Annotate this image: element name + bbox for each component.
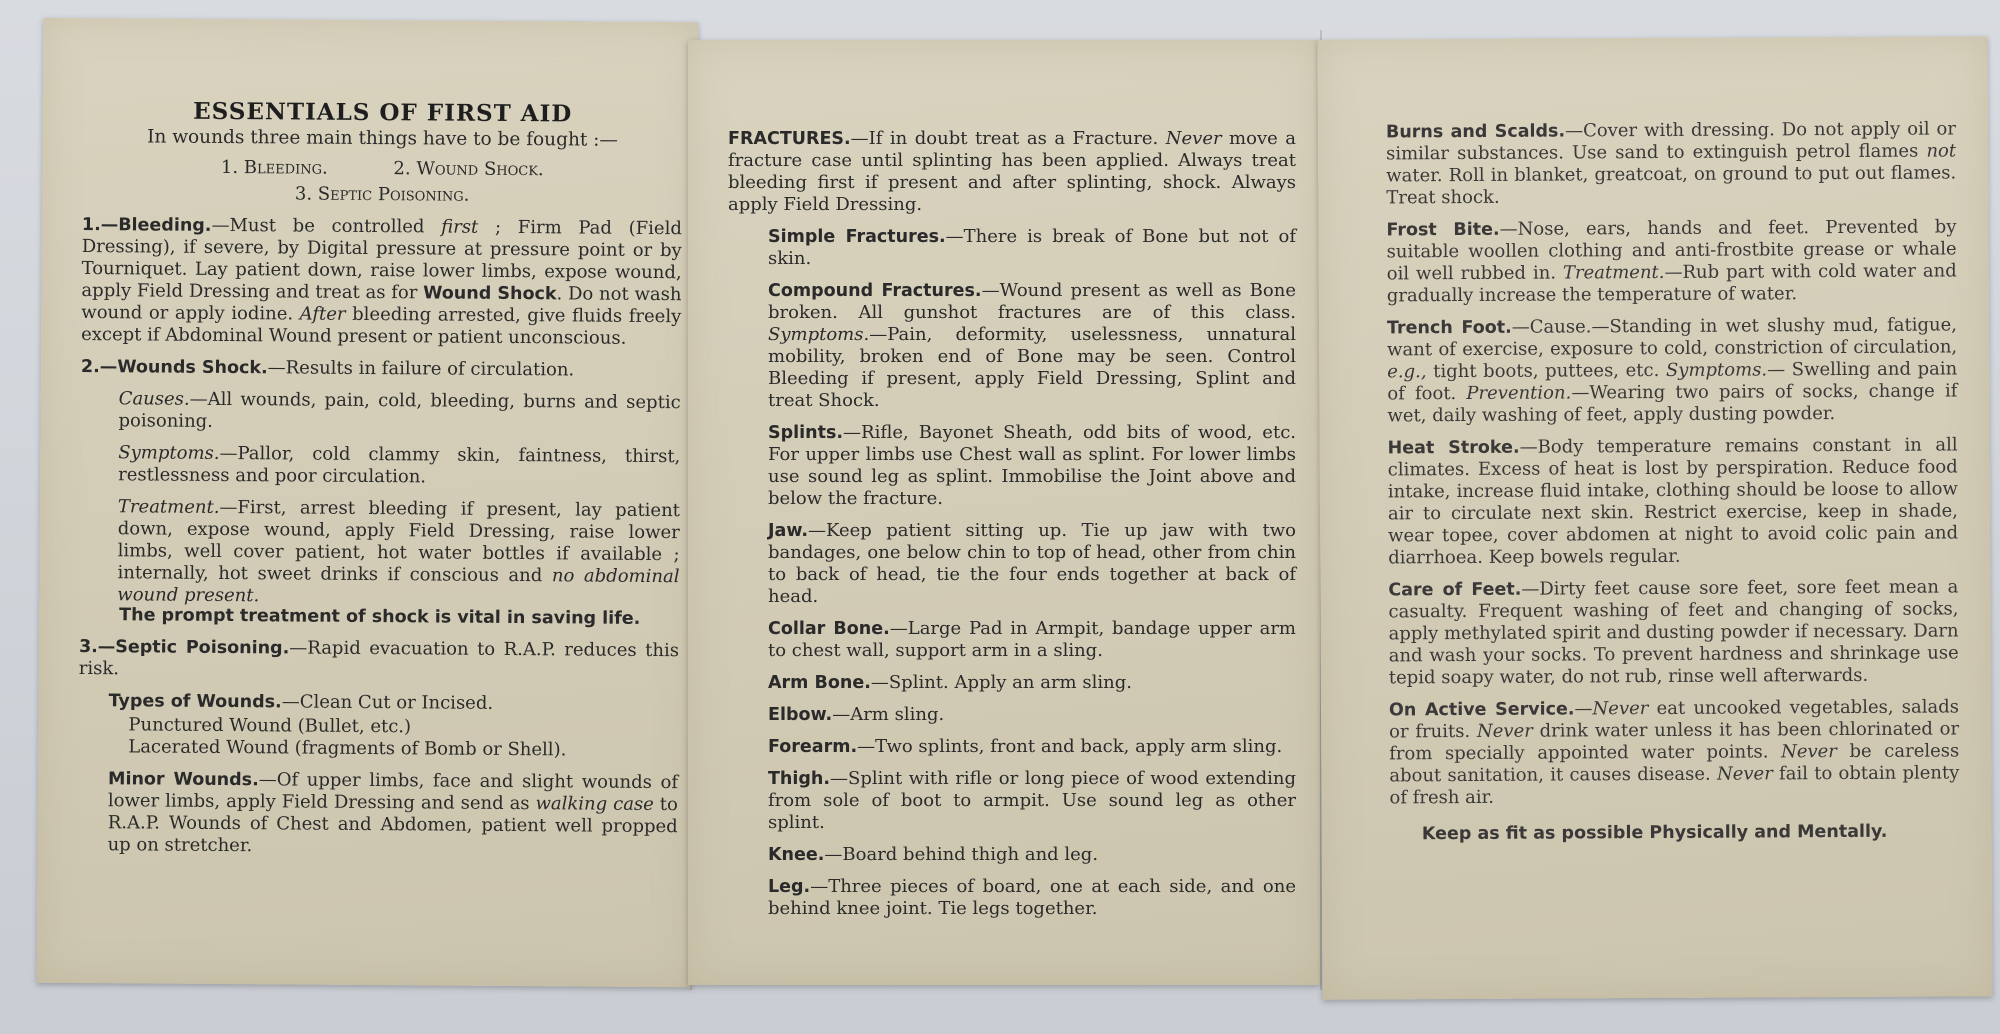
section-splints: Splints.—Rifle, Bayonet Sheath, odd bits of wood, etc. For upper limbs use Chest wall as splint. For lower limbs use sound leg as splint. Immobilise the Joint above and below the fracture. bbox=[768, 422, 1296, 509]
right-panel-content bbox=[1346, 118, 1960, 845]
section-heading: 1.—Bleeding. bbox=[81, 214, 212, 236]
section-elbow: Elbow.—Arm sling. bbox=[768, 704, 945, 725]
section-septic-poisoning: 3.—Septic Poisoning.—Rapid evacuation to R.A.P. reduces this risk. bbox=[78, 636, 680, 680]
left-panel-content bbox=[77, 97, 682, 870]
section-heading: FRACTURES. bbox=[728, 129, 851, 149]
prompt-treatment-line: The prompt treatment of shock is vital in saving life. bbox=[119, 605, 641, 629]
section-simple-fractures: Simple Fractures.—There is break of Bone but not of skin. bbox=[768, 226, 1296, 269]
wound-type-punctured: Punctured Wound (Bullet, etc.) bbox=[128, 714, 412, 738]
shock-causes: Causes.—All wounds, pain, cold, bleeding, burns and septic poisoning. bbox=[118, 388, 681, 432]
section-types-of-wounds: Types of Wounds.—Clean Cut or Incised. bbox=[108, 691, 494, 714]
shock-symptoms: Symptoms.—Pallor, cold clammy skin, faintness, thirst, restlessness and poor circulation. bbox=[118, 442, 681, 488]
section-heading: Minor Wounds. bbox=[107, 769, 259, 791]
section-leg: Leg.—Three pieces of board, one at each side, and one behind knee joint. Tie legs together. bbox=[768, 876, 1296, 919]
section-jaw: Jaw.—Keep patient sitting up. Tie up jaw with two bandages, one below chin to top of head, other from chin to back of head, tie the four ends together at back of head. bbox=[768, 520, 1296, 607]
page-title: ESSENTIALS OF FIRST AID bbox=[193, 97, 573, 128]
section-burns-and-scalds: Burns and Scalds.—Cover with dressing. Do not apply oil or similar substances. Use sand to extinguish petrol flames not water. Roll in blanket, greatcoat, on ground to put out flames. Treat shock. bbox=[1385, 118, 1957, 209]
section-heat-stroke: Heat Stroke.—Body temperature remains constant in all climates. Excess of heat is lost by perspiration. Reduce food intake, increase fluid intake, clothing should be loose to allow air to circulate next skin. Restrict exercise, keep in shade, wear topee, cover abdomen at night to avoid colic pain and diarrhoea. Keep bowels regular. bbox=[1387, 434, 1959, 569]
closing-motto: Keep as fit as possible Physically and Mentally. bbox=[1421, 821, 1888, 845]
leaflet-panel-middle bbox=[688, 40, 1320, 985]
section-wounds-shock: 2.—Wounds Shock.—Results in failure of circulation. bbox=[80, 356, 575, 381]
section-heading: Types of Wounds. bbox=[108, 691, 282, 713]
section-thigh: Thigh.—Splint with rifle or long piece of wood extending from sole of boot to armpit. Use sound leg as other splint. bbox=[768, 768, 1296, 833]
section-collar-bone: Collar Bone.—Large Pad in Armpit, bandage upper arm to chest wall, support arm in a sling. bbox=[768, 618, 1296, 661]
section-heading: 3.—Septic Poisoning. bbox=[78, 636, 290, 659]
threat-list bbox=[82, 154, 682, 210]
section-care-of-feet: Care of Feet.—Dirty feet cause sore feet, sore feet mean a casualty. Frequent washing of feet and changing of socks, apply methylated spirit and dusting powder if necessary. Darn and wash your socks. To prevent hardness and shrinkage use tepid soapy water, do not rub, rinse well afterwards. bbox=[1388, 576, 1959, 689]
middle-panel-content bbox=[728, 128, 1296, 930]
section-heading: 2.—Wounds Shock. bbox=[80, 356, 268, 379]
section-fractures: FRACTURES.—If in doubt treat as a Fracture. Never move a fracture case until splinting has been applied. Always treat bleeding first if present and after splinting, shock. Always apply Field Dressing. bbox=[728, 128, 1297, 215]
leaflet-panel-right bbox=[1317, 36, 1992, 999]
section-trench-foot: Trench Foot.—Cause.—Standing in wet slushy mud, fatigue, want of exercise, exposure to cold, constriction of circulation, e.g., tight boots, puttees, etc. Symptoms.— Swelling and pain of foot. Prevention.—Wearing two pairs of socks, change if wet, daily washing of feet, apply dusting powder. bbox=[1386, 314, 1958, 427]
section-compound-fractures: Compound Fractures.—Wound present as well as Bone broken. All gunshot fractures are of this class. Symptoms.—Pain, deformity, uselessness, unnatural mobility, broken end of Bone may be seen. Control Bleeding if present, apply Field Dressing, Splint and treat Shock. bbox=[768, 280, 1296, 411]
section-knee: Knee.—Board behind thigh and leg. bbox=[768, 844, 1099, 865]
shock-treatment: Treatment.—First, arrest bleeding if present, lay patient down, expose wound, apply Field Dressing, raise lower limbs, well cover patient, hot water bottles if available ; internally, hot sweet drinks if conscious and no abdominal wound present. bbox=[117, 496, 681, 607]
section-forearm: Forearm.—Two splints, front and back, apply arm sling. bbox=[768, 736, 1283, 757]
section-frost-bite: Frost Bite.—Nose, ears, hands and feet. Prevented by suitable woollen clothing and anti-frostbite grease or whale oil well rubbed in. Treatment.—Rub part with cold water and gradually increase the temperature of water. bbox=[1386, 216, 1957, 307]
threat-septic-poisoning: 3. Septic Poisoning. bbox=[294, 183, 470, 206]
section-on-active-service: On Active Service.—Never eat uncooked vegetables, salads or fruits. Never drink water unless it has been chlorinated or from specially appointed water points. Never be careless about sanitation, it causes disease. Never fail to obtain plenty of fresh air. bbox=[1388, 696, 1960, 809]
threat-wound-shock: 2. Wound Shock. bbox=[393, 158, 544, 181]
section-bleeding: 1.—Bleeding.—Must be controlled first ; Firm Pad (Field Dressing), if severe, by Digital pressure at pressure point or by Tourniquet. Lay patient down, raise lower limbs, expose wound, apply Field Dressing and treat as for Wound Shock. Do not wash wound or apply iodine. After bleeding arrested, give fluids freely except if Abdominal Wound present or patient unconscious. bbox=[81, 214, 682, 349]
leaflet-panel-left bbox=[37, 18, 699, 988]
wound-type-lacerated: Lacerated Wound (fragments of Bomb or Shell). bbox=[128, 736, 567, 761]
section-minor-wounds: Minor Wounds.—Of upper limbs, face and slight wounds of lower limbs, apply Field Dressing and send as walking case to R.A.P. Wounds of Chest and Abdomen, patient well propped up on stretcher. bbox=[107, 769, 679, 857]
threat-bleeding: 1. Bleeding. bbox=[220, 156, 328, 179]
section-arm-bone: Arm Bone.—Splint. Apply an arm sling. bbox=[768, 672, 1132, 693]
intro-text: In wounds three main things have to be fought :— bbox=[147, 126, 619, 151]
